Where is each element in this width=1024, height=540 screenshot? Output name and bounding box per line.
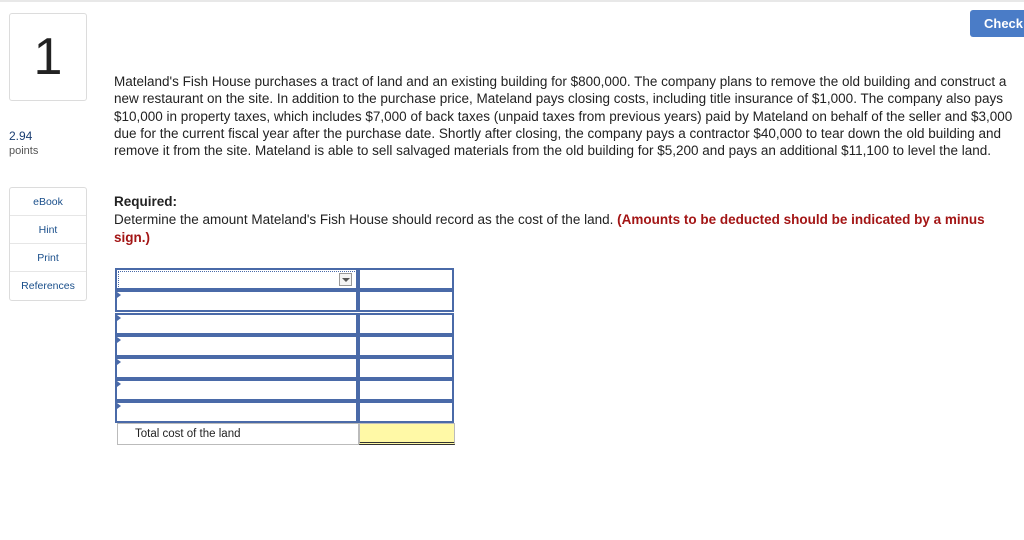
amount-input[interactable] xyxy=(358,401,454,423)
input-marker-icon xyxy=(117,292,121,298)
amount-input[interactable] xyxy=(358,357,454,379)
question-tools xyxy=(9,187,87,301)
top-divider xyxy=(0,0,1024,2)
chevron-down-icon[interactable] xyxy=(339,273,352,286)
account-select[interactable] xyxy=(115,268,358,290)
amount-input[interactable] xyxy=(358,290,454,312)
amount-input[interactable] xyxy=(358,313,454,335)
hint-link[interactable]: Hint xyxy=(10,216,86,244)
points-label: points xyxy=(9,145,39,157)
input-marker-icon xyxy=(117,315,121,321)
references-link[interactable]: References xyxy=(21,280,75,292)
required-heading: Required: xyxy=(114,194,178,209)
amount-input[interactable] xyxy=(358,335,454,357)
input-marker-icon xyxy=(117,359,121,365)
required-text: Determine the amount Mateland's Fish House should record as the cost of the land. xyxy=(114,212,618,227)
points-value: 2.94 xyxy=(9,129,33,143)
required-instructions xyxy=(114,211,1019,246)
account-select[interactable] xyxy=(115,401,358,423)
amount-input[interactable] xyxy=(358,268,454,290)
account-select-focus xyxy=(118,271,359,291)
total-label: Total cost of the land xyxy=(117,423,359,445)
account-select[interactable] xyxy=(115,379,358,401)
input-marker-icon xyxy=(117,337,121,343)
amount-input[interactable] xyxy=(358,379,454,401)
print-link[interactable]: Print xyxy=(10,244,86,272)
problem-statement: Mateland's Fish House purchases a tract of land and an existing building for $800,000. The company plans to remove the old building and construct a new restaurant on the site. In addition to the purchase price, Mateland pays closing costs, including title insurance of $1,000. The company also pays $10,000 in property taxes, which includes $7,000 of back taxes (unpaid taxes from previous years) paid by Mateland on behalf of the seller and $3,000 due for the current fiscal year after the purchase date. Shortly after closing, the company pays a contractor $40,000 to tear down the old building and remove it from the site. Mateland is able to sell salvaged materials from the old building for $5,200 and pays an additional $11,100 to level the land. xyxy=(114,74,1013,159)
input-marker-icon xyxy=(117,381,121,387)
account-select[interactable] xyxy=(115,290,358,312)
input-marker-icon xyxy=(117,403,121,409)
account-select[interactable] xyxy=(115,313,358,335)
check-button[interactable]: Check xyxy=(970,10,1024,37)
account-select[interactable] xyxy=(115,335,358,357)
question-number: 1 xyxy=(9,13,87,101)
minus-sign-note: (Amounts to be deducted should be indicated by a minus sign.) xyxy=(114,212,985,245)
ebook-link[interactable]: eBook xyxy=(10,188,86,216)
total-value xyxy=(359,423,455,445)
account-select[interactable] xyxy=(115,357,358,379)
